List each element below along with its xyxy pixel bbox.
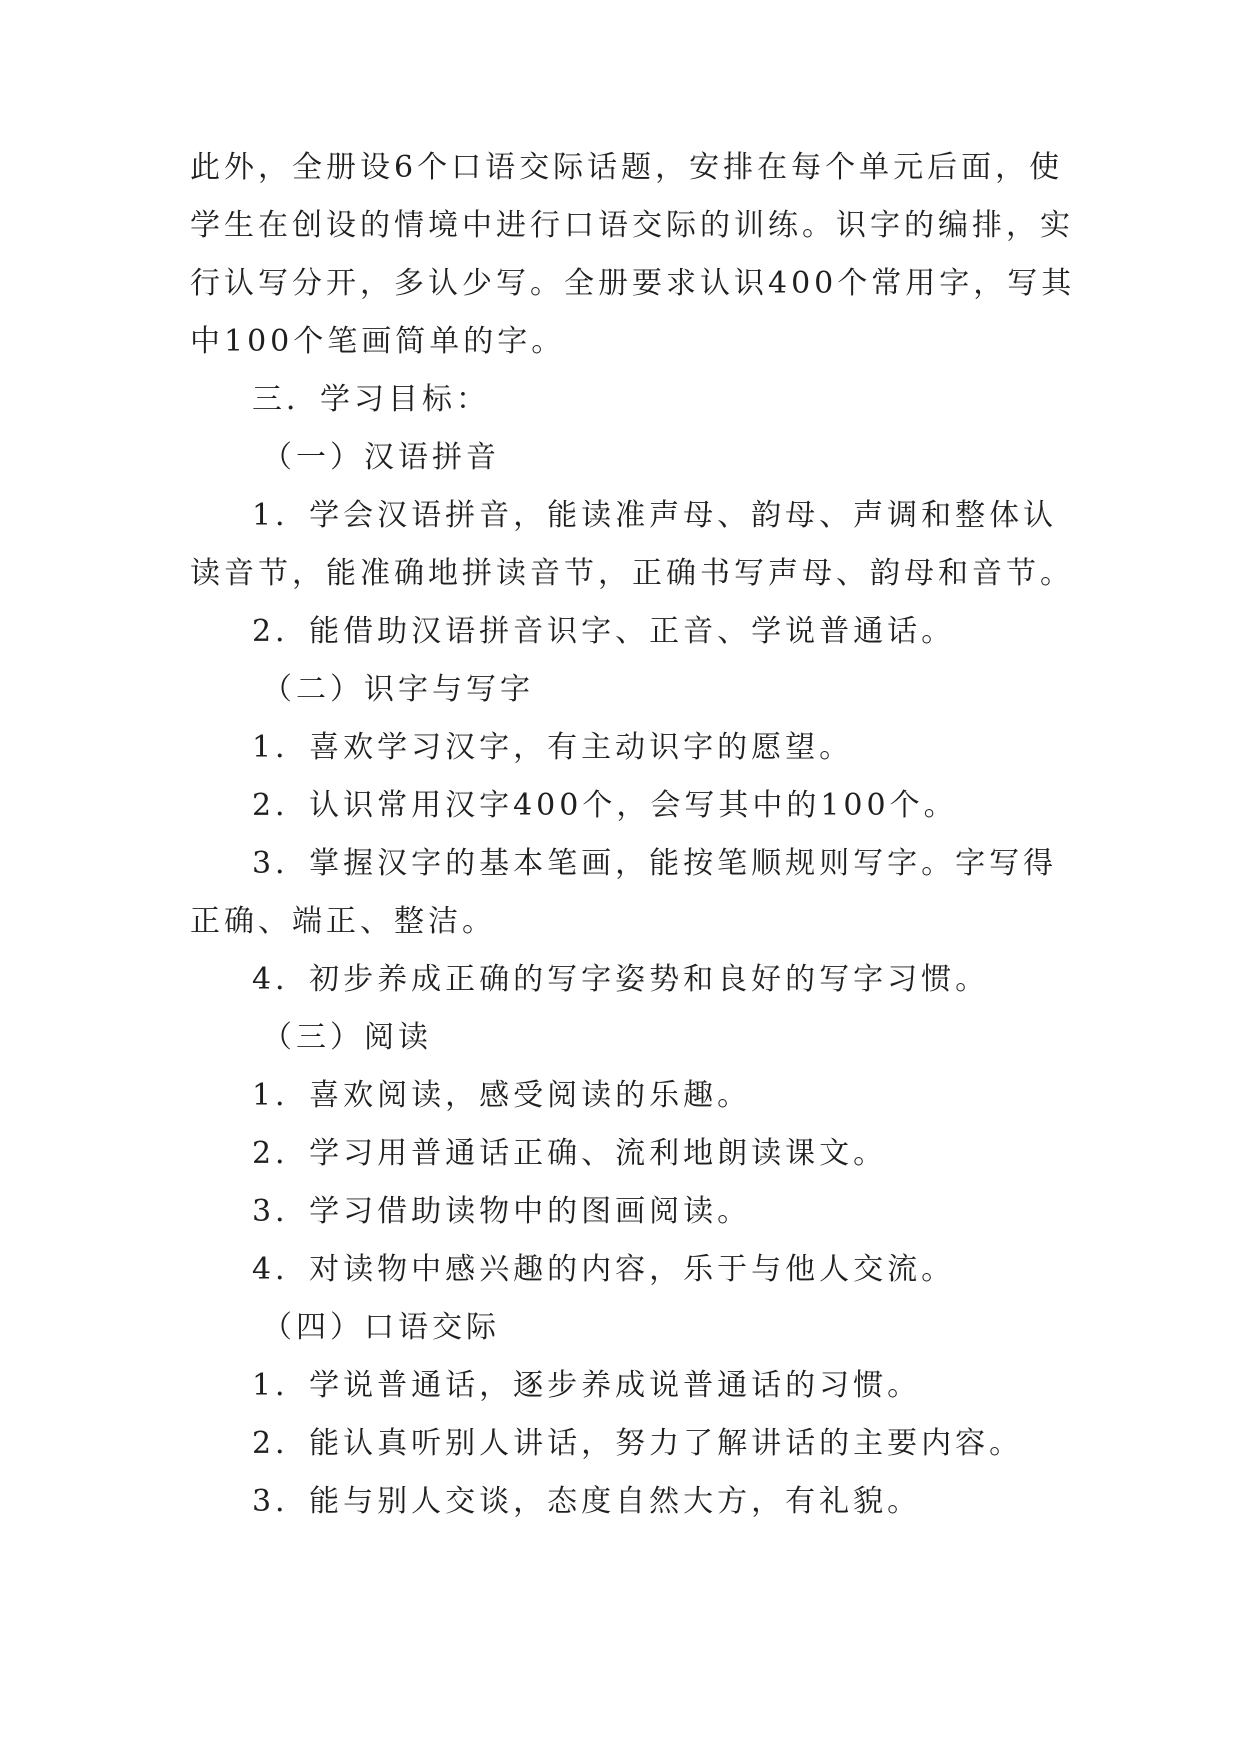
pinyin-item-1-line-2: 读音节，能准确地拼读音节，正确书写声母、韵母和音节。 [190,556,1074,591]
literacy-item-1: 1．喜欢学习汉字，有主动识字的愿望。 [252,730,854,765]
section-heading: 三．学习目标： [252,382,490,417]
literacy-item-3-line-1: 3．掌握汉字的基本笔画，能按笔顺规则写字。字写得 [252,846,1058,881]
literacy-heading: （二）识字与写字 [262,672,534,707]
reading-item-2: 2．学习用普通话正确、流利地朗读课文。 [252,1136,888,1171]
reading-heading: （三）阅读 [262,1020,432,1055]
intro-line-1: 此外，全册设6个口语交际话题，安排在每个单元后面，使 [190,150,1064,185]
reading-item-3: 3．学习借助读物中的图画阅读。 [252,1194,752,1229]
intro-line-4: 中100个笔画简单的字。 [190,324,566,359]
pinyin-item-1-line-1: 1．学会汉语拼音，能读准声母、韵母、声调和整体认 [252,498,1058,533]
reading-item-4: 4．对读物中感兴趣的内容，乐于与他人交流。 [252,1252,956,1287]
oral-heading: （四）口语交际 [262,1310,500,1345]
pinyin-item-2: 2．能借助汉语拼音识字、正音、学说普通话。 [252,614,956,649]
oral-item-2: 2．能认真听别人讲话，努力了解讲话的主要内容。 [252,1426,1024,1461]
oral-item-3: 3．能与别人交谈，态度自然大方，有礼貌。 [252,1484,922,1519]
literacy-item-4: 4．初步养成正确的写字姿势和良好的写字习惯。 [252,962,990,997]
oral-item-1: 1．学说普通话，逐步养成说普通话的习惯。 [252,1368,922,1403]
intro-line-2: 学生在创设的情境中进行口语交际的训练。识字的编排，实 [190,208,1074,243]
literacy-item-3-line-2: 正确、端正、整洁。 [190,904,496,939]
literacy-item-2: 2．认识常用汉字400个，会写其中的100个。 [252,788,958,823]
reading-item-1: 1．喜欢阅读，感受阅读的乐趣。 [252,1078,752,1113]
intro-line-3: 行认写分开，多认少写。全册要求认识400个常用字，写其 [190,266,1076,301]
pinyin-heading: （一）汉语拼音 [262,440,500,475]
